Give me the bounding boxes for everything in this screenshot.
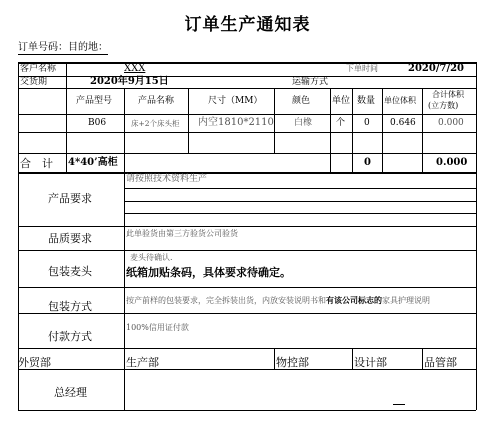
col-header-unit-volume: 单位体积 [384, 96, 416, 105]
col-header-color: 颜色 [292, 96, 311, 106]
dept-foreign-trade: 外贸部 [18, 356, 51, 369]
customer-value: XXX [124, 63, 146, 74]
general-manager-label: 总经理 [54, 386, 87, 399]
cell-name: 床+2个床头柜 [131, 119, 180, 128]
product-requirement-text: 请按照技术资料生产 [126, 174, 208, 184]
customer-label: 客户名称 [20, 64, 57, 74]
col-line [188, 88, 189, 153]
col-line [274, 88, 275, 153]
delivery-label: 交货期 [20, 77, 48, 87]
table-bottom-border [18, 410, 476, 411]
product-req-line [124, 188, 476, 189]
packing-text-c: 家具护理说明 [382, 296, 430, 305]
product-req-line [124, 201, 476, 202]
dept-material-control: 物控部 [276, 356, 309, 369]
col-header-unit: 单位 [332, 96, 351, 106]
col-line [352, 348, 353, 369]
cell-total-volume: 0.000 [438, 118, 464, 128]
col-line [422, 348, 423, 369]
row-line [18, 76, 476, 77]
col-line [422, 88, 423, 172]
row-line [18, 132, 476, 133]
totals-label: 合 计 [20, 157, 53, 170]
product-requirement-label: 产品要求 [48, 192, 92, 205]
quality-requirement-text: 此单验货由第三方验货公司验货 [126, 229, 238, 238]
row-line [18, 114, 476, 115]
order-time-value: 2020/7/20 [408, 63, 465, 74]
order-number-destination-line: 订单号码：目的地： [18, 42, 108, 53]
shipping-mark-label: 包装麦头 [48, 265, 92, 278]
col-header-total-volume: 合计体积 [432, 90, 464, 99]
dept-design: 设计部 [354, 356, 387, 369]
totals-qty: 0 [364, 157, 371, 168]
delivery-value: 2020年9月15日 [90, 76, 169, 87]
packing-text-a: 按产前样的包装要求，完全拆装出货，内放安装说明书和 [126, 296, 326, 305]
row-line [18, 153, 476, 154]
col-line [352, 88, 353, 172]
packing-method-label: 包装方式 [48, 300, 92, 313]
col-header-qty: 数量 [357, 96, 376, 106]
row-line [18, 348, 476, 349]
dept-production: 生产部 [126, 356, 159, 369]
row-line [18, 226, 476, 227]
totals-container: 4*40’高柜 [68, 157, 118, 168]
dept-quality: 品管部 [424, 356, 457, 369]
col-line [330, 88, 331, 172]
col-header-total-volume-unit: (立方数) [428, 101, 459, 110]
packing-text-b: 有该公司标志的 [326, 296, 382, 305]
payment-method-text: 100%信用证付款 [126, 323, 189, 332]
cell-qty: 0 [364, 118, 370, 128]
table-right-border [476, 62, 477, 410]
page-title: 订单生产通知表 [184, 15, 311, 35]
totals-volume: 0.000 [436, 157, 468, 168]
row-line [18, 250, 476, 251]
row-line [18, 287, 476, 288]
col-line [66, 62, 67, 172]
cell-size: 内空1810*2110 [198, 117, 274, 128]
payment-method-label: 付款方式 [48, 330, 92, 343]
cell-unit-volume: 0.646 [390, 118, 416, 128]
cell-model: B06 [88, 118, 107, 128]
col-header-name: 产品名称 [138, 96, 175, 106]
shipping-mark-text-2: 纸箱加贴条码，具体要求待确定。 [126, 266, 291, 279]
transport-label: 运输方式 [292, 77, 329, 87]
row-line [18, 88, 476, 89]
cell-color: 白橡 [294, 118, 313, 128]
order-time-label: 下单时间 [346, 64, 378, 73]
signature-dash [393, 404, 405, 405]
col-line [382, 88, 383, 172]
row-line [18, 313, 476, 314]
row-line [18, 369, 476, 370]
col-line [124, 172, 125, 369]
col-header-model: 产品型号 [76, 96, 113, 106]
quality-requirement-label: 品质要求 [48, 232, 92, 245]
col-line [124, 369, 125, 410]
col-header-size: 尺寸（MM） [208, 96, 263, 106]
row-line [18, 172, 476, 174]
product-req-line [124, 213, 476, 214]
col-line [124, 88, 125, 172]
cell-unit: 个 [336, 118, 346, 128]
col-line [274, 348, 275, 369]
shipping-mark-text-1: 麦头待确认. [130, 253, 173, 262]
packing-method-text [126, 296, 476, 305]
